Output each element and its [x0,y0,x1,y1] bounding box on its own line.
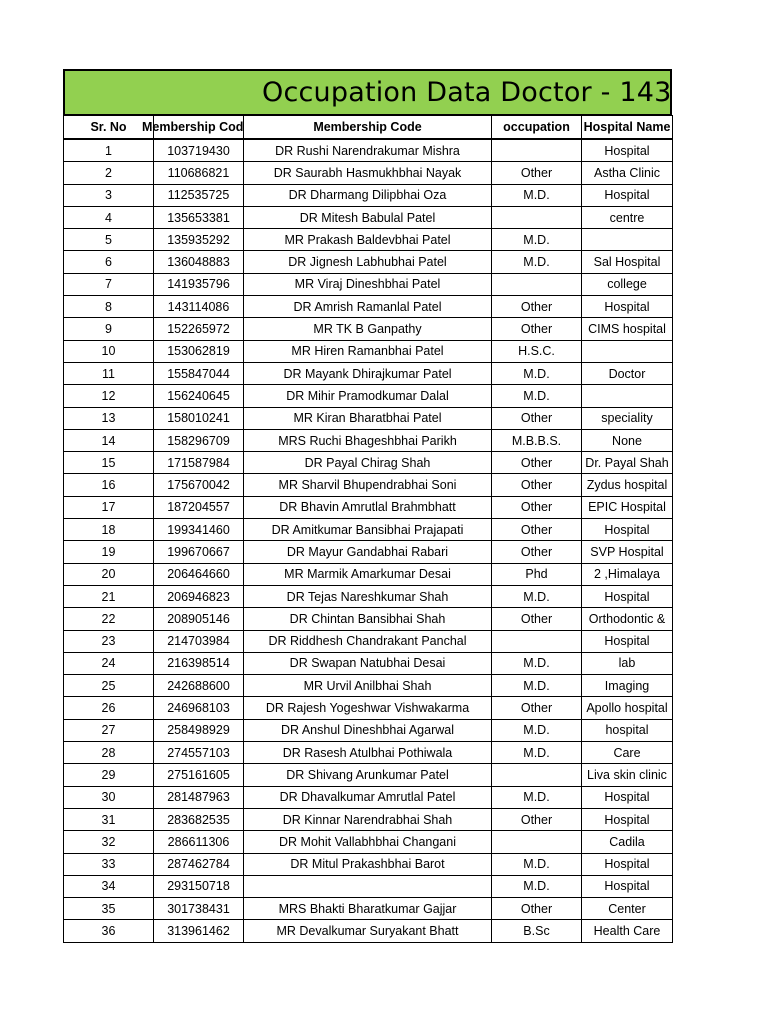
cell-occupation: M.D. [492,719,582,741]
cell-hospital-name: Hospital [582,519,673,541]
cell-member-name: MR Kiran Bharatbhai Patel [244,407,492,429]
cell-occupation: M.D. [492,786,582,808]
cell-membership-number: 258498929 [154,719,244,741]
cell-occupation: M.D. [492,742,582,764]
cell-membership-number: 281487963 [154,786,244,808]
cell-sr-no: 11 [64,362,154,384]
cell-occupation: Other [492,808,582,830]
cell-occupation: H.S.C. [492,340,582,362]
cell-member-name: MR Sharvil Bhupendrabhai Soni [244,474,492,496]
cell-membership-number: 153062819 [154,340,244,362]
cell-hospital-name: Center [582,898,673,920]
cell-member-name: MRS Ruchi Bhageshbhai Parikh [244,429,492,451]
cell-membership-number: 287462784 [154,853,244,875]
cell-hospital-name: None [582,429,673,451]
cell-sr-no: 36 [64,920,154,942]
cell-sr-no: 33 [64,853,154,875]
cell-occupation: Other [492,496,582,518]
cell-hospital-name [582,229,673,251]
cell-occupation: M.B.B.S. [492,429,582,451]
cell-member-name: MR Marmik Amarkumar Desai [244,563,492,585]
cell-member-name: DR Amitkumar Bansibhai Prajapati [244,519,492,541]
cell-member-name: DR Rasesh Atulbhai Pothiwala [244,742,492,764]
cell-membership-number: 242688600 [154,675,244,697]
cell-membership-number: 110686821 [154,162,244,184]
cell-hospital-name: Hospital [582,139,673,162]
cell-occupation: Other [492,541,582,563]
cell-member-name: MRS Bhakti Bharatkumar Gajjar [244,898,492,920]
cell-sr-no: 14 [64,429,154,451]
cell-hospital-name: Astha Clinic [582,162,673,184]
cell-occupation: Phd [492,563,582,585]
cell-member-name: DR Mitul Prakashbhai Barot [244,853,492,875]
cell-hospital-name [582,340,673,362]
table-row [64,675,673,697]
table-row [64,742,673,764]
cell-sr-no: 5 [64,229,154,251]
cell-member-name: DR Anshul Dineshbhai Agarwal [244,719,492,741]
table-row [64,452,673,474]
cell-membership-number: 158296709 [154,429,244,451]
cell-occupation: M.D. [492,251,582,273]
cell-hospital-name: Hospital [582,184,673,206]
cell-member-name: DR Jignesh Labhubhai Patel [244,251,492,273]
cell-member-name: DR Amrish Ramanlal Patel [244,296,492,318]
header-row [64,116,673,140]
cell-hospital-name: Hospital [582,630,673,652]
cell-hospital-name: lab [582,652,673,674]
cell-member-name: DR Riddhesh Chandrakant Panchal [244,630,492,652]
cell-sr-no: 15 [64,452,154,474]
table-row [64,630,673,652]
cell-sr-no: 29 [64,764,154,786]
cell-sr-no: 12 [64,385,154,407]
cell-sr-no: 8 [64,296,154,318]
cell-sr-no: 18 [64,519,154,541]
cell-member-name: DR Dhavalkumar Amrutlal Patel [244,786,492,808]
cell-membership-number: 171587984 [154,452,244,474]
table-row [64,407,673,429]
cell-occupation: Other [492,697,582,719]
cell-membership-number: 112535725 [154,184,244,206]
cell-membership-number: 143114086 [154,296,244,318]
table-row [64,474,673,496]
cell-sr-no: 34 [64,875,154,897]
cell-membership-number: 313961462 [154,920,244,942]
cell-hospital-name: Cadila [582,831,673,853]
table-row [64,585,673,607]
cell-hospital-name: 2 ,Himalaya [582,563,673,585]
cell-membership-number: 216398514 [154,652,244,674]
table-row [64,652,673,674]
cell-membership-number: 274557103 [154,742,244,764]
table-body [64,139,673,942]
cell-occupation: M.D. [492,385,582,407]
cell-occupation: B.Sc [492,920,582,942]
cell-member-name: DR Mohit Vallabhbhai Changani [244,831,492,853]
cell-membership-number: 246968103 [154,697,244,719]
cell-sr-no: 27 [64,719,154,741]
cell-sr-no: 2 [64,162,154,184]
cell-hospital-name: CIMS hospital [582,318,673,340]
table-row [64,206,673,228]
table-row [64,496,673,518]
header-occupation: occupation [492,116,582,140]
cell-sr-no: 24 [64,652,154,674]
header-membership-code-number-text: Membership Cod [142,120,244,134]
cell-occupation: M.D. [492,229,582,251]
cell-hospital-name: Hospital [582,853,673,875]
cell-sr-no: 10 [64,340,154,362]
cell-occupation: Other [492,296,582,318]
cell-occupation [492,139,582,162]
cell-membership-number: 187204557 [154,496,244,518]
cell-membership-number: 283682535 [154,808,244,830]
cell-occupation: M.D. [492,362,582,384]
cell-member-name [244,875,492,897]
table-row [64,162,673,184]
cell-hospital-name: Hospital [582,875,673,897]
cell-member-name: MR Hiren Ramanbhai Patel [244,340,492,362]
table-row [64,251,673,273]
cell-membership-number: 301738431 [154,898,244,920]
cell-occupation: Other [492,407,582,429]
cell-occupation: M.D. [492,675,582,697]
cell-sr-no: 17 [64,496,154,518]
table-row [64,318,673,340]
cell-occupation: M.D. [492,875,582,897]
cell-occupation [492,273,582,295]
cell-membership-number: 275161605 [154,764,244,786]
cell-occupation: Other [492,162,582,184]
cell-sr-no: 4 [64,206,154,228]
table-row [64,875,673,897]
cell-occupation: M.D. [492,184,582,206]
cell-member-name: DR Kinnar Narendrabhai Shah [244,808,492,830]
cell-membership-number: 206464660 [154,563,244,585]
cell-sr-no: 9 [64,318,154,340]
table-row [64,764,673,786]
cell-occupation: M.D. [492,652,582,674]
table-row [64,385,673,407]
cell-hospital-name: speciality [582,407,673,429]
cell-hospital-name: Zydus hospital [582,474,673,496]
cell-occupation: M.D. [492,853,582,875]
table-row [64,340,673,362]
cell-hospital-name [582,385,673,407]
table-row [64,519,673,541]
cell-membership-number: 141935796 [154,273,244,295]
cell-member-name: MR Prakash Baldevbhai Patel [244,229,492,251]
cell-membership-number: 152265972 [154,318,244,340]
table-row [64,697,673,719]
cell-membership-number: 214703984 [154,630,244,652]
cell-membership-number: 208905146 [154,608,244,630]
cell-hospital-name: Doctor [582,362,673,384]
cell-sr-no: 20 [64,563,154,585]
cell-occupation: Other [492,608,582,630]
cell-hospital-name: Imaging [582,675,673,697]
cell-sr-no: 1 [64,139,154,162]
table-row [64,563,673,585]
cell-occupation: Other [492,519,582,541]
cell-membership-number: 199670667 [154,541,244,563]
cell-hospital-name: Orthodontic & [582,608,673,630]
cell-member-name: DR Bhavin Amrutlal Brahmbhatt [244,496,492,518]
cell-membership-number: 135653381 [154,206,244,228]
cell-hospital-name: centre [582,206,673,228]
table-row [64,362,673,384]
table-row [64,296,673,318]
cell-sr-no: 21 [64,585,154,607]
cell-hospital-name: Hospital [582,585,673,607]
cell-hospital-name: Hospital [582,786,673,808]
cell-occupation [492,764,582,786]
cell-member-name: DR Tejas Nareshkumar Shah [244,585,492,607]
cell-membership-number: 156240645 [154,385,244,407]
cell-occupation [492,630,582,652]
spreadsheet [63,69,672,943]
cell-hospital-name: EPIC Hospital [582,496,673,518]
cell-hospital-name: Care [582,742,673,764]
header-membership-code-name: Membership Code [244,116,492,140]
cell-member-name: DR Chintan Bansibhai Shah [244,608,492,630]
cell-membership-number: 175670042 [154,474,244,496]
cell-sr-no: 26 [64,697,154,719]
cell-hospital-name: Dr. Payal Shah [582,452,673,474]
cell-member-name: DR Mayank Dhirajkumar Patel [244,362,492,384]
cell-sr-no: 32 [64,831,154,853]
cell-hospital-name: Hospital [582,296,673,318]
cell-hospital-name: SVP Hospital [582,541,673,563]
cell-member-name: DR Rajesh Yogeshwar Vishwakarma [244,697,492,719]
cell-occupation [492,206,582,228]
cell-sr-no: 6 [64,251,154,273]
cell-hospital-name: Hospital [582,808,673,830]
cell-sr-no: 3 [64,184,154,206]
cell-hospital-name: Apollo hospital [582,697,673,719]
cell-sr-no: 19 [64,541,154,563]
cell-sr-no: 35 [64,898,154,920]
cell-occupation: Other [492,452,582,474]
cell-membership-number: 293150718 [154,875,244,897]
cell-sr-no: 16 [64,474,154,496]
cell-member-name: MR Urvil Anilbhai Shah [244,675,492,697]
cell-membership-number: 206946823 [154,585,244,607]
cell-member-name: MR Viraj Dineshbhai Patel [244,273,492,295]
title-bar [63,69,672,115]
cell-member-name: MR Devalkumar Suryakant Bhatt [244,920,492,942]
table-row [64,786,673,808]
table-row [64,429,673,451]
cell-sr-no: 30 [64,786,154,808]
sheet-title: Occupation Data Doctor - 143 [262,77,672,108]
cell-hospital-name: Health Care [582,920,673,942]
cell-sr-no: 25 [64,675,154,697]
table-row [64,831,673,853]
table-row [64,229,673,251]
cell-hospital-name: Liva skin clinic [582,764,673,786]
cell-hospital-name: college [582,273,673,295]
cell-occupation: Other [492,898,582,920]
cell-membership-number: 286611306 [154,831,244,853]
cell-sr-no: 31 [64,808,154,830]
cell-occupation: M.D. [492,585,582,607]
cell-membership-number: 136048883 [154,251,244,273]
data-table [63,115,673,943]
table-row [64,920,673,942]
cell-sr-no: 23 [64,630,154,652]
table-row [64,608,673,630]
cell-membership-number: 158010241 [154,407,244,429]
cell-member-name: DR Dharmang Dilipbhai Oza [244,184,492,206]
header-membership-code-number [142,116,244,140]
cell-sr-no: 28 [64,742,154,764]
cell-member-name: DR Payal Chirag Shah [244,452,492,474]
cell-hospital-name: Sal Hospital [582,251,673,273]
cell-membership-number: 103719430 [154,139,244,162]
table-row [64,719,673,741]
table-row [64,184,673,206]
table-row [64,808,673,830]
table-row [64,853,673,875]
header-sr-no: Sr. No [64,116,154,140]
cell-member-name: DR Mitesh Babulal Patel [244,206,492,228]
table-row [64,898,673,920]
header-hospital-name: Hospital Name [582,116,673,140]
cell-occupation [492,831,582,853]
table-row [64,273,673,295]
cell-member-name: DR Mihir Pramodkumar Dalal [244,385,492,407]
cell-member-name: DR Mayur Gandabhai Rabari [244,541,492,563]
cell-member-name: DR Saurabh Hasmukhbhai Nayak [244,162,492,184]
cell-member-name: DR Rushi Narendrakumar Mishra [244,139,492,162]
cell-sr-no: 13 [64,407,154,429]
cell-occupation: Other [492,474,582,496]
cell-member-name: DR Shivang Arunkumar Patel [244,764,492,786]
table-row [64,139,673,162]
cell-sr-no: 22 [64,608,154,630]
cell-occupation: Other [492,318,582,340]
cell-member-name: DR Swapan Natubhai Desai [244,652,492,674]
cell-hospital-name: hospital [582,719,673,741]
cell-membership-number: 199341460 [154,519,244,541]
cell-membership-number: 155847044 [154,362,244,384]
table-row [64,541,673,563]
cell-member-name: MR TK B Ganpathy [244,318,492,340]
cell-membership-number: 135935292 [154,229,244,251]
cell-sr-no: 7 [64,273,154,295]
